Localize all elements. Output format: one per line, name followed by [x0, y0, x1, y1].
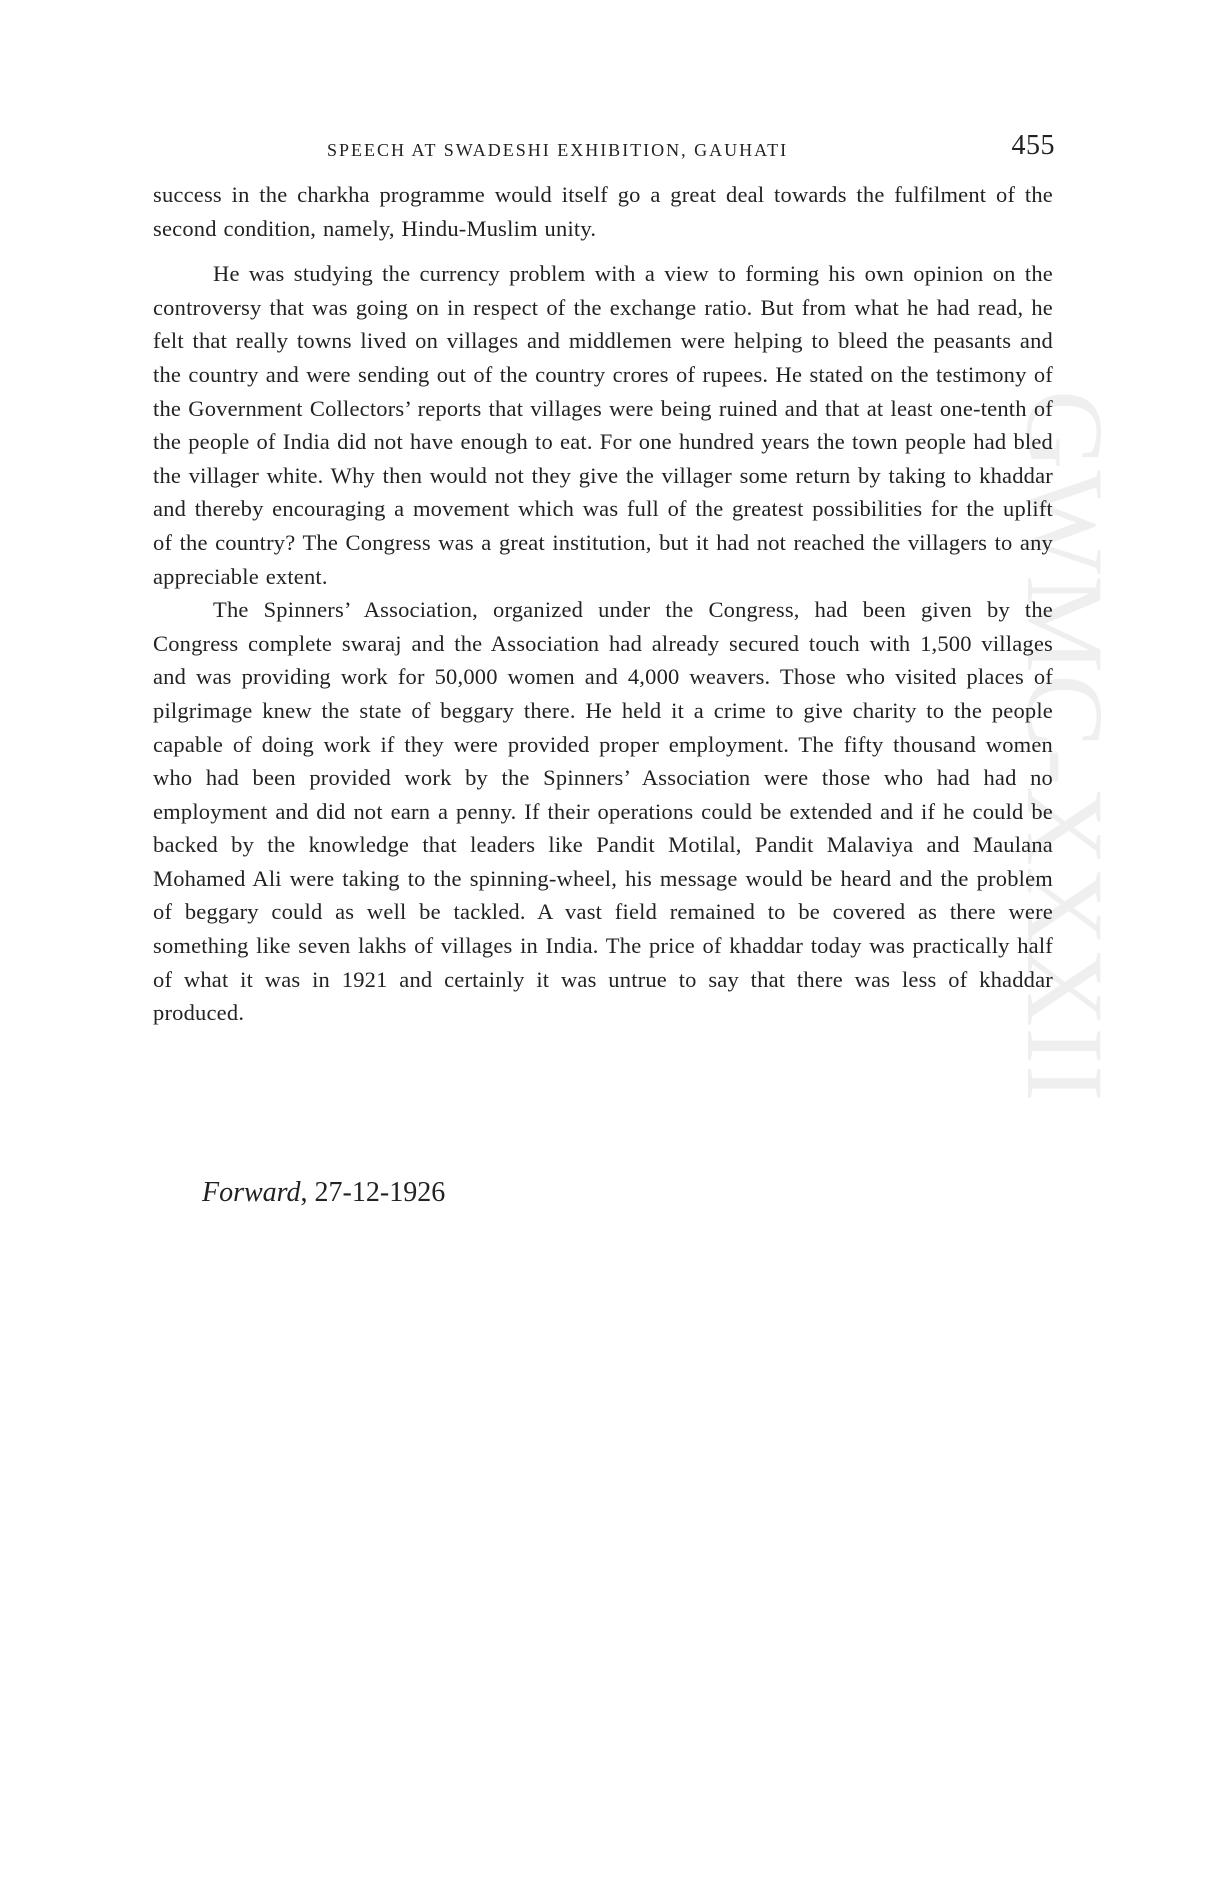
page-number: 455	[1011, 130, 1055, 161]
running-title: SPEECH AT SWADESHI EXHIBITION, GAUHATI	[327, 140, 789, 160]
source-separator: ,	[300, 1177, 315, 1208]
source-name: Forward	[202, 1177, 301, 1208]
source-citation	[202, 1177, 445, 1209]
paragraph-currency-problem: He was studying the currency problem with a view to forming his own opinion on the controversy that was going on in respect of the exchange ratio. But from what he had read, he felt that really towns lived on villages and middlemen were helping to bleed the peasants and the country and were sending out of the country crores of rupees. He stated on the testimony of the Government Collectors’ reports that villages were being ruined and that at least one-tenth of the people of India did not have enough to eat. For one hundred years the town people had bled the villager white. Why then would not they give the villager some return by taking to khaddar and thereby encouraging a movement which was full of the greatest possibilities for the uplift of the country? The Congress was a great institution, but it had not reached the villagers to any appreciable extent.	[153, 261, 1053, 589]
source-date: 27-12-1926	[314, 1177, 446, 1208]
paragraph-continued: success in the charkha programme would itself go a great deal towards the fulfilment of the second condition, namely, Hindu-Muslim unity.	[153, 182, 1053, 241]
watermark-text: GWMC-XXXII	[1004, 390, 1126, 1103]
body-text	[153, 178, 1053, 1030]
running-head	[155, 130, 1055, 170]
paragraph-spinners-association: The Spinners’ Association, organized under the Congress, had been given by the Congress complete swaraj and the Association had already secured touch with 1,500 villages and was providing work for 50,000 women and 4,000 weavers. Those who visited places of pilgrimage knew the state of beggary there. He held it a crime to give charity to the people capable of doing work if they were provided proper employment. The fifty thousand women who had been provided work by the Spinners’ Association were those who had had no employment and did not earn a penny. If their operations could be extended and if he could be backed by the knowledge that leaders like Pandit Motilal, Pandit Malaviya and Maulana Mohamed Ali were taking to the spinning-wheel, his message would be heard and the problem of beggary could as well be tackled. A vast field remained to be covered as there were something like seven lakhs of villages in India. The price of khaddar today was practically half of what it was in 1921 and certainly it was untrue to say that there was less of khaddar produced.	[153, 597, 1053, 1026]
